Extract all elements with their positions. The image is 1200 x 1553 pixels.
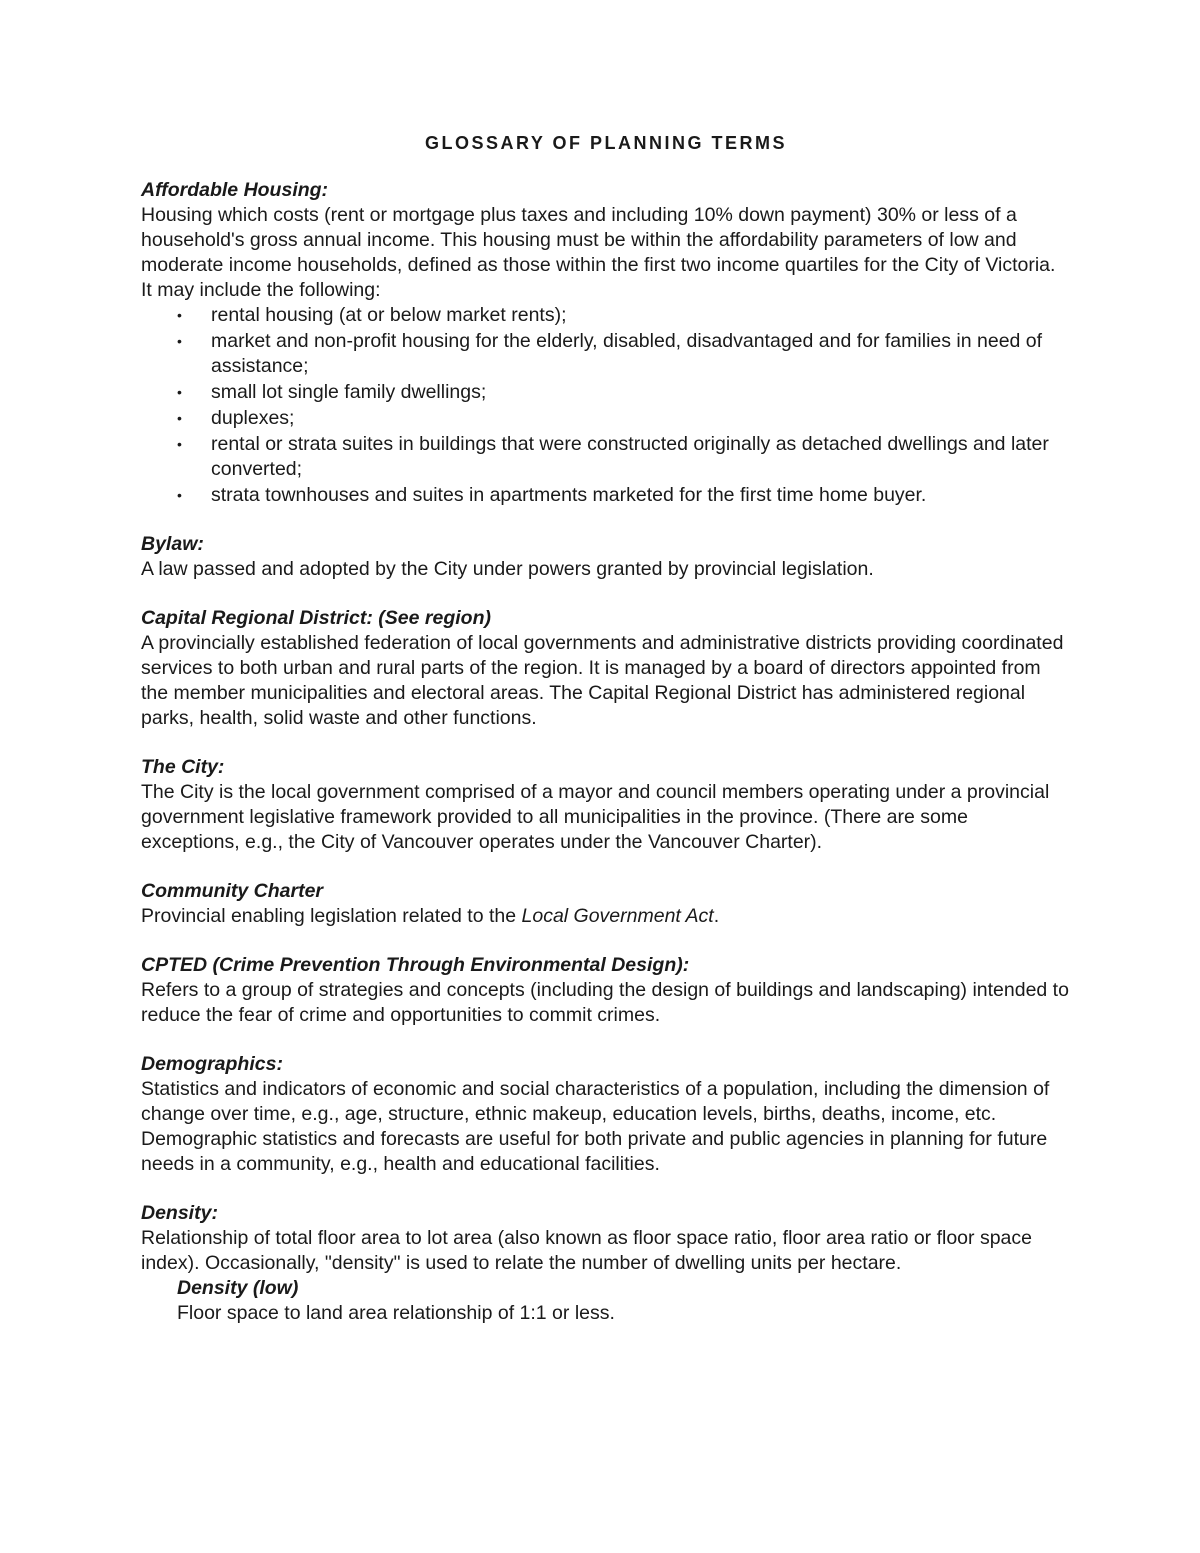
definition-capital-regional-district: A provincially established federation of local governments and administrative districts providing coordinated services to both urban and rural parts of the region. It is managed by a board of directors appointed from the member municipalities and electoral areas. The Capital Regional District has administered regional parks, health, solid waste and other functions. [141,632,1064,729]
definition-affordable-housing: Housing which costs (rent or mortgage plus taxes and including 10% down payment) 30% or less of a household's gross annual income. This housing must be within the affordability parameters of low and moderate income households, defined as those within the first two income quartiles for the City of Victoria. It may include the following: [141,204,1056,301]
definition-demographics: Statistics and indicators of economic and social characteristics of a population, including the dimension of change over time, e.g., age, structure, ethnic makeup, education levels, births, deaths, income, etc. Demographic statistics and forecasts are useful for both private and public agencies in planning for future needs in a community, e.g., health and educational facilities. [141,1078,1050,1175]
bullet-icon: • [177,436,182,452]
bullet-icon: • [177,384,182,400]
list-item: • rental housing (at or below market rents); [177,304,567,326]
definition-density: Relationship of total floor area to lot area (also known as floor space ratio, floor area ratio or floor space index). Occasionally, "density" is used to relate the number of dwelling units per hectare. [141,1227,1032,1274]
bullet-icon: • [177,410,182,426]
document-title: GLOSSARY OF PLANNING TERMS [424,133,788,153]
entry-affordable-housing [141,178,1071,508]
entry-community-charter [141,879,1071,929]
entry-demographics [141,1052,1071,1177]
definition-community-charter: Provincial enabling legislation related to the Local Government Act. [141,905,720,927]
term-the-city: The City: [141,756,225,778]
list-item: • market and non-profit housing for the elderly, disabled, disadvantaged and for families in need of assistance; [177,330,1043,377]
term-density: Density: [141,1202,218,1224]
bullet-icon: • [177,333,182,349]
list-item: • strata townhouses and suites in apartments marketed for the first time home buyer. [177,484,927,506]
definition-density-low: Floor space to land area relationship of 1:1 or less. [177,1302,615,1324]
definition-bylaw: A law passed and adopted by the City under powers granted by provincial legislation. [141,558,874,580]
definition-cpted: Refers to a group of strategies and concepts (including the design of buildings and landscaping) intended to reduce the fear of crime and opportunities to commit crimes. [141,979,1069,1026]
term-bylaw: Bylaw: [141,533,204,555]
entry-the-city [141,755,1071,855]
term-cpted: CPTED (Crime Prevention Through Environmental Design): [141,954,690,976]
act-title: Local Government Act [521,905,714,927]
definition-the-city: The City is the local government comprised of a mayor and council members operating under a provincial government legislative framework provided to all municipalities in the province. (There are some exceptions, e.g., the City of Vancouver operates under the Vancouver Charter). [141,781,1050,853]
entry-cpted [141,953,1071,1028]
list-item: • rental or strata suites in buildings that were constructed originally as detached dwellings and later converted; [177,433,1049,480]
term-demographics: Demographics: [141,1053,283,1075]
list-item: • small lot single family dwellings; [177,381,487,403]
affordable-housing-list [141,303,1071,508]
term-density-low: Density (low) [177,1277,299,1299]
entry-capital-regional-district [141,606,1071,731]
term-capital-regional-district: Capital Regional District: (See region) [141,607,491,629]
entry-density [141,1201,1071,1326]
sub-entry-density-low [177,1276,1071,1326]
entry-bylaw [141,532,1071,582]
bullet-icon: • [177,307,182,323]
list-item: • duplexes; [177,407,295,429]
bullet-icon: • [177,487,182,503]
document-page [141,130,1071,1350]
term-community-charter: Community Charter [141,880,324,902]
term-affordable-housing: Affordable Housing: [141,179,329,201]
